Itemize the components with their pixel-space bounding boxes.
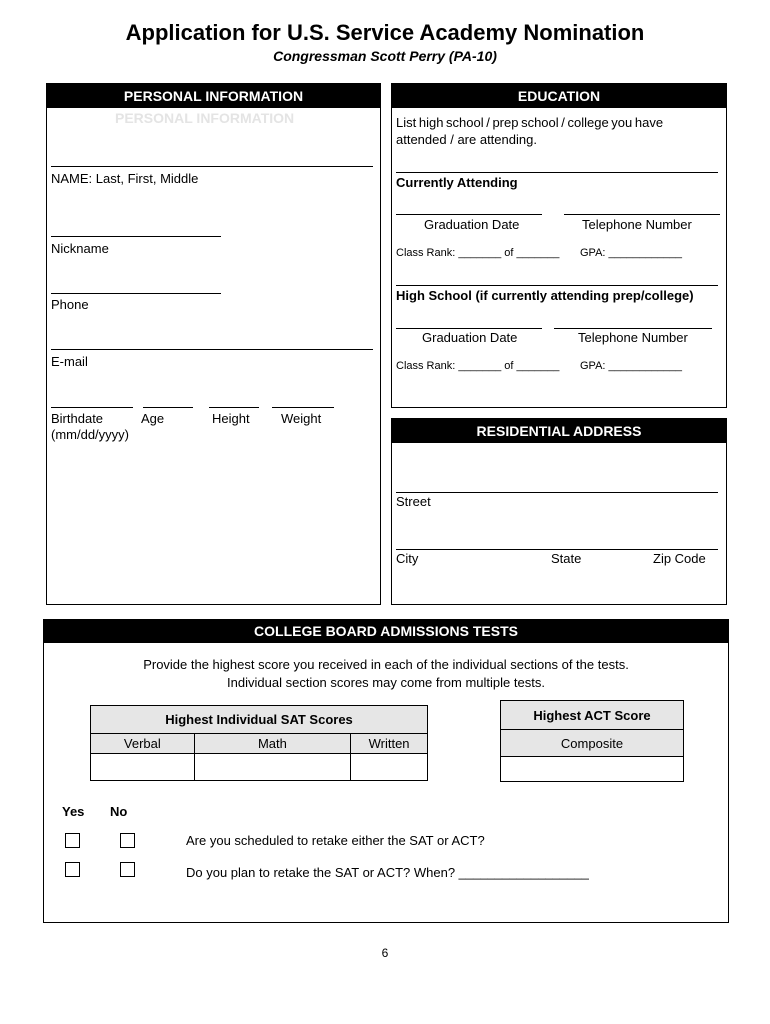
retake-plan-question: Do you plan to retake the SAT or ACT? When? __________________ [186, 865, 589, 880]
personal-information-header: PERSONAL INFORMATION [47, 84, 380, 108]
sat-written-score-cell[interactable] [351, 754, 428, 781]
retake-plan-yes-checkbox[interactable] [65, 862, 80, 877]
current-gpa-blank[interactable]: ____________ [608, 247, 682, 259]
email-label: E-mail [51, 354, 88, 369]
form-title: Application for U.S. Service Academy Nomination [125, 20, 645, 45]
act-header: Highest ACT Score [501, 701, 684, 730]
hs-gpa-label: GPA: [580, 360, 606, 372]
act-composite-score-cell[interactable] [501, 757, 684, 782]
hs-gpa-row [580, 360, 682, 372]
height-label: Height [212, 411, 250, 426]
education-header: EDUCATION [392, 84, 726, 108]
name-label: NAME: Last, First, Middle [51, 171, 199, 186]
hs-phone-label: Telephone Number [578, 330, 688, 345]
current-school-label: Currently Attending [396, 175, 518, 190]
current-of-blank[interactable]: _______ [516, 247, 560, 259]
retake-scheduled-yes-checkbox[interactable] [65, 833, 80, 848]
current-of-label: of [504, 247, 514, 259]
hs-class-rank-row [396, 360, 559, 372]
act-scores-table [500, 700, 684, 782]
current-class-rank-blank[interactable]: _______ [458, 247, 502, 259]
phone-field-line[interactable] [51, 293, 221, 294]
current-school-field-line[interactable] [396, 172, 718, 173]
age-label: Age [141, 411, 165, 426]
residential-address-section [391, 418, 727, 605]
birthdate-field-line[interactable] [51, 407, 133, 408]
nickname-label: Nickname [51, 241, 109, 256]
hs-class-rank-blank[interactable]: _______ [458, 360, 502, 372]
hs-of-blank[interactable]: _______ [516, 360, 560, 372]
high-school-label: High School (if currently attending prep/college) [396, 288, 694, 303]
age-field-line[interactable] [143, 407, 193, 408]
phone-label: Phone [51, 297, 89, 312]
street-label: Street [396, 494, 431, 509]
hs-grad-date-label: Graduation Date [422, 330, 518, 345]
email-field-line[interactable] [51, 349, 373, 350]
current-phone-label: Telephone Number [582, 217, 692, 232]
page-number: 6 [381, 946, 389, 960]
hs-of-label: of [504, 360, 514, 372]
weight-field-line[interactable] [272, 407, 334, 408]
sat-verbal-score-cell[interactable] [91, 754, 195, 781]
city-label: City [396, 551, 419, 566]
yes-column-label: Yes [62, 804, 85, 819]
sat-written-column: Written [351, 734, 428, 754]
birthdate-format: (mm/dd/yyyy) [51, 427, 129, 442]
admissions-tests-header: COLLEGE BOARD ADMISSIONS TESTS [44, 620, 728, 643]
hs-phone-field-line[interactable] [554, 328, 712, 329]
personal-information-section [46, 83, 381, 605]
nickname-field-line[interactable] [51, 236, 221, 237]
tests-intro-line1: Provide the highest score you received in each of the individual sections of the tests. [143, 657, 629, 672]
education-intro-line2: attended / are attending. [396, 132, 537, 147]
personal-information-ghost-text: PERSONAL INFORMATION [115, 110, 295, 126]
street-field-line[interactable] [396, 492, 718, 493]
tests-intro-line2: Individual section scores may come from multiple tests. [227, 675, 545, 690]
education-section [391, 83, 727, 408]
height-field-line[interactable] [209, 407, 259, 408]
no-column-label: No [110, 804, 128, 819]
current-gpa-label: GPA: [580, 247, 606, 259]
sat-math-column: Math [194, 734, 350, 754]
weight-label: Weight [281, 411, 322, 426]
sat-math-score-cell[interactable] [194, 754, 350, 781]
current-grad-date-label: Graduation Date [424, 217, 520, 232]
birthdate-label: Birthdate [51, 411, 104, 426]
name-field-line[interactable] [51, 166, 373, 167]
act-composite-column: Composite [501, 730, 684, 757]
retake-plan-no-checkbox[interactable] [120, 862, 135, 877]
sat-verbal-column: Verbal [91, 734, 195, 754]
high-school-field-line[interactable] [396, 285, 718, 286]
state-label: State [551, 551, 582, 566]
admissions-tests-section [43, 619, 729, 923]
current-grad-date-field-line[interactable] [396, 214, 542, 215]
hs-grad-date-field-line[interactable] [396, 328, 542, 329]
current-class-rank-row [396, 247, 559, 259]
retake-scheduled-no-checkbox[interactable] [120, 833, 135, 848]
current-class-rank-label: Class Rank: [396, 247, 456, 259]
sat-scores-table [90, 705, 428, 781]
residential-address-header: RESIDENTIAL ADDRESS [392, 419, 726, 443]
current-phone-field-line[interactable] [564, 214, 720, 215]
hs-gpa-blank[interactable]: ____________ [608, 360, 682, 372]
city-state-zip-field-line[interactable] [396, 549, 718, 550]
sat-header: Highest Individual SAT Scores [91, 706, 428, 734]
education-intro-line1: List high school / prep school / college you have [396, 115, 664, 130]
zip-label: Zip Code [653, 551, 706, 566]
retake-scheduled-question: Are you scheduled to retake either the SAT or ACT? [186, 833, 485, 848]
current-gpa-row [580, 247, 682, 259]
form-subtitle: Congressman Scott Perry (PA-10) [273, 48, 497, 64]
hs-class-rank-label: Class Rank: [396, 360, 456, 372]
